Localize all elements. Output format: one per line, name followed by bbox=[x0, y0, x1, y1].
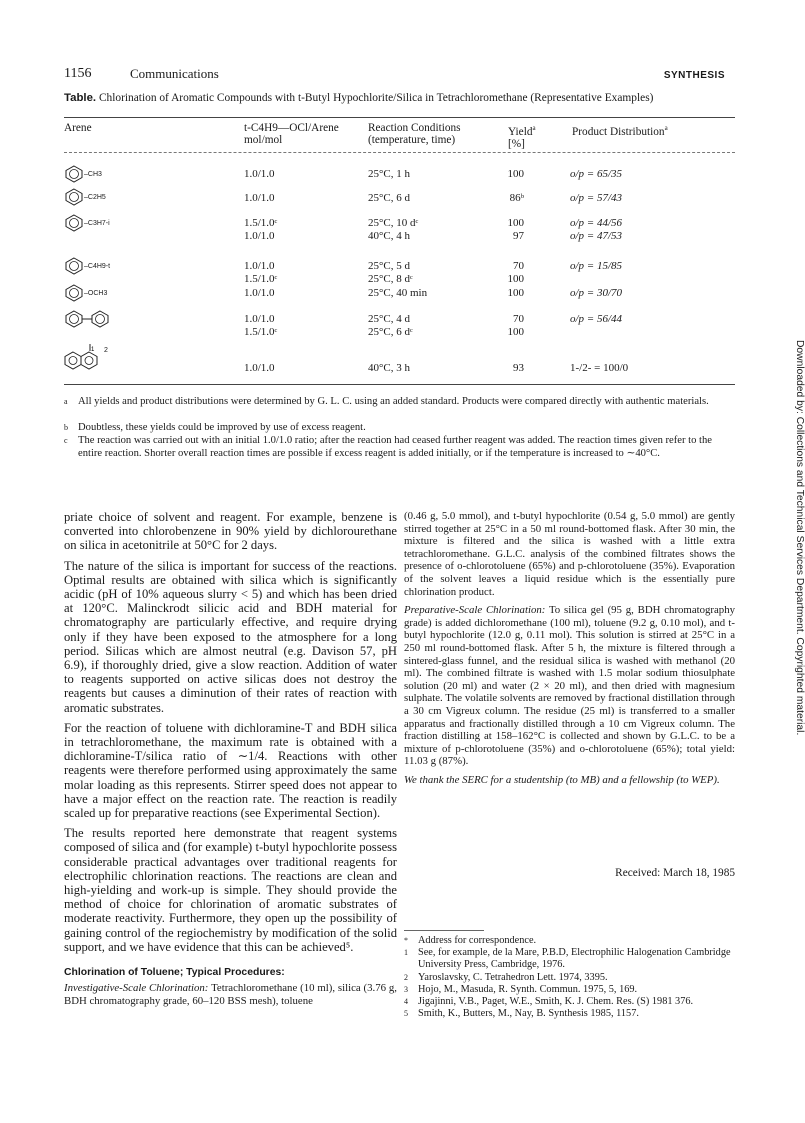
page-number: 1156 bbox=[64, 66, 92, 81]
preparative-text: To silica gel (95 g, BDH chromatography grade) is added dichloromethane (100 ml), toluene (9.2 g, 0.10 mol), and t-butyl hypochlorite (12.0 g, 0.11 mol). This solution is stirred at 25°C in a 250 ml round-bottomed flask. After 5 h, the mixture is filtered through a sintered-glass funnel, and the residual silica is washed with methanol (20 ml). The combined filtrate is washed with 1.5 molar sodium thiosulphate solution (20 ml) and water (2 × 20 ml), and then dried with magnesium sulphate. The volatile solvents are removed by fractional distillation through a 30 cm Vigreux column. The residue (25 ml) is transferred to a smaller apparatus and fractionally distilled through a 10 cm Vigreux column. The fraction distilling at 158–162°C is collected and shown by G.L.C. to be a mixture of p-chlorotoluene (35%) and o-chlorotoluene (65%); total yield: 11.03 g (87%). bbox=[404, 604, 736, 768]
arene-toluene bbox=[64, 165, 102, 183]
right-column bbox=[404, 510, 735, 792]
header-yield-l1: Yield bbox=[508, 125, 533, 138]
row1-dist: o/p = 65/35 bbox=[570, 168, 623, 180]
row3-dist: o/p = 44/56 bbox=[570, 217, 623, 229]
row7-cond: 25°C, 40 min bbox=[368, 287, 428, 299]
footnote-c-text: The reaction was carried out with an initial 1.0/1.0 ratio; after the reaction had ceased further reagent was added. The reaction times given refer to the entire reaction. Shorter overall reaction times are possible if excess reagent is added initially, or if the temperature is increased to ∼40°C. bbox=[78, 435, 712, 459]
header-ratio bbox=[244, 122, 339, 146]
row2-ratio: 1.0/1.0 bbox=[244, 192, 275, 204]
footnote-a-mark: a bbox=[64, 397, 68, 406]
arene-label-4: –C4H9-t bbox=[84, 262, 111, 270]
left-paragraph-2: The nature of the silica is important for success of the reactions. Optimal results are obtained with silica which is significantly acidic (pH of 10% aqueous slurry < 5) and which has been dried at 120°C. Malinckrodt silicic acid and BDH material for chromatography are particularly effective, and require drying only if they have been exposed to the atmosphere for a long period. Silicas which are almost neutral (e.g. Davison 57, pH 6.9), if thoroughly dried, give a slow reaction. Addition of water to reagents supported on active silicas does not destroy the reagents but causes a diminution of their rates of reaction with aromatic substrates. bbox=[64, 558, 397, 715]
arene-anisole bbox=[64, 284, 107, 302]
references-rule bbox=[404, 930, 484, 931]
table-caption bbox=[64, 92, 744, 104]
row1-cond: 25°C, 1 h bbox=[368, 168, 410, 180]
references bbox=[404, 935, 736, 1020]
investigative-label: Investigative-Scale Chlorination: bbox=[64, 982, 209, 995]
left-paragraph-4: The results reported here demonstrate that reagent systems composed of silica and (for example) t-butyl hypochlorite possess considerable practical advantages over traditional reagents for electrophilic chlorination reactions. The reactions are clean and high-yielding and work-up is simple. They should provide the method of choice for chlorination of aromatic substrates of moderate reactivity. Furthermore, they open up the possibility of gaining control of the regiochemistry by modification of the solid support, and we have evidence that this can be achieved⁵. bbox=[64, 826, 397, 954]
arene-label-2: –C2H5 bbox=[84, 193, 106, 201]
reference-item: 5 Smith, K., Butters, M., Nay, B. Synthesis 1985, 1157. bbox=[404, 1008, 639, 1020]
header-dist-mark: a bbox=[664, 124, 668, 132]
reference-item: 3 Hojo, M., Masuda, R. Synth. Commun. 1975, 5, 169. bbox=[404, 983, 638, 995]
row3-yield: 100 bbox=[507, 217, 524, 229]
row3-ratio: 1.5/1.0ᶜ bbox=[244, 217, 278, 229]
header-cond-l1: Reaction Conditions bbox=[368, 122, 461, 134]
row1-ratio: 1.0/1.0 bbox=[244, 168, 275, 180]
table-header-rule bbox=[64, 152, 735, 153]
row3-cond: 25°C, 10 dᶜ bbox=[368, 217, 419, 229]
row5-cond: 25°C, 5 d bbox=[368, 260, 410, 272]
row6-ratio: 1.5/1.0ᶜ bbox=[244, 273, 278, 285]
table-caption-label: Table. bbox=[64, 92, 97, 104]
benzene-ring-icon bbox=[64, 188, 84, 206]
footnote-b-text: Doubtless, these yields could be improved by use of excess reagent. bbox=[78, 422, 366, 433]
footnote-a-text: All yields and product distributions were determined by G. L. C. using an added standard. Products were compared directly with authentic materials. bbox=[78, 396, 709, 407]
row4-cond: 40°C, 4 h bbox=[368, 230, 410, 242]
arene-ethylbenzene bbox=[64, 188, 106, 206]
arene-label-naphthalene-pos: 2 bbox=[104, 346, 108, 354]
row6-yield: 100 bbox=[507, 273, 524, 285]
row2-yield: 86ᵇ bbox=[509, 192, 524, 204]
row10-yield: 93 bbox=[513, 362, 524, 374]
row4-dist: o/p = 47/53 bbox=[570, 230, 623, 242]
row8-yield: 70 bbox=[513, 313, 524, 325]
arene-cumene bbox=[64, 214, 110, 232]
reference-item: 2 Yaroslavsky, C. Tetrahedron Lett. 1974, 3395. bbox=[404, 971, 608, 983]
header-yield-l2: [%] bbox=[508, 137, 525, 150]
row9-yield: 100 bbox=[507, 326, 524, 338]
download-watermark bbox=[777, 340, 805, 736]
naphthalene-icon bbox=[64, 343, 104, 373]
left-paragraph-3: For the reaction of toluene with dichloramine-T and BDH silica in tetrachloromethane, the maximum rate is obtained with a dichloramine-T/silica ratio of ∼1/4. Reactions with other reagents were therefore performed using approximately the same molar loading as this represents. Stirrer speed does not appear to have a major effect on the reaction rate. The reaction is readily scaled up for preparative reactions (see Experimental Section). bbox=[64, 720, 397, 821]
benzene-ring-icon bbox=[64, 165, 84, 183]
preparative-label: Preparative-Scale Chlorination: bbox=[404, 604, 546, 617]
arene-label-3: –C3H7-i bbox=[84, 219, 110, 227]
left-column bbox=[64, 510, 397, 1013]
procedure-heading: Chlorination of Toluene; Typical Procedures: bbox=[64, 967, 285, 979]
arene-label-1: –CH3 bbox=[84, 170, 102, 178]
arene-tert-butylbenzene bbox=[64, 257, 110, 275]
received-date: Received: March 18, 1985 bbox=[615, 867, 735, 879]
row7-yield: 100 bbox=[507, 287, 524, 299]
row8-ratio: 1.0/1.0 bbox=[244, 313, 275, 325]
row8-cond: 25°C, 4 d bbox=[368, 313, 410, 325]
reference-item: 1 See, for example, de la Mare, P.B.D, Electrophilic Halogenation Cambridge University Press, Cambridge, 1976. bbox=[404, 947, 731, 971]
biphenyl-icon bbox=[64, 310, 110, 328]
watermark-text: Downloaded by: Collections and Technical Services Department. Copyrighted material. bbox=[794, 340, 805, 736]
row10-cond: 40°C, 3 h bbox=[368, 362, 410, 374]
benzene-ring-icon bbox=[64, 214, 84, 232]
benzene-ring-icon bbox=[64, 257, 84, 275]
acknowledgement: We thank the SERC for a studentship (to MB) and a fellowship (to WEP). bbox=[404, 773, 720, 786]
row7-dist: o/p = 30/70 bbox=[570, 287, 623, 299]
right-paragraph-2 bbox=[404, 604, 735, 768]
row5-yield: 70 bbox=[513, 260, 524, 272]
reference-item: 4 Jigajinni, V.B., Paget, W.E., Smith, K. J. Chem. Res. (S) 1981 376. bbox=[404, 996, 694, 1008]
row2-cond: 25°C, 6 d bbox=[368, 192, 410, 204]
row4-ratio: 1.0/1.0 bbox=[244, 230, 275, 242]
row7-ratio: 1.0/1.0 bbox=[244, 287, 275, 299]
header-ratio-l1: t-C4H9—OCl/Arene bbox=[244, 122, 339, 134]
benzene-ring-icon bbox=[64, 284, 84, 302]
row5-ratio: 1.0/1.0 bbox=[244, 260, 275, 272]
row9-ratio: 1.5/1.0ᶜ bbox=[244, 326, 278, 338]
row6-cond: 25°C, 8 dᶜ bbox=[368, 273, 413, 285]
table-caption-text: Chlorination of Aromatic Compounds with t-Butyl Hypochlorite/Silica in Tetrachloromethane (Representative Examples) bbox=[98, 92, 654, 104]
left-paragraph-1: priate choice of solvent and reagent. For example, benzene is converted into chlorobenzene in 90% yield by dichlorourethane on silica in acetonitrile at 50°C for 2 days. bbox=[64, 510, 397, 553]
row4-yield: 97 bbox=[513, 230, 524, 242]
footnote-b-mark: b bbox=[64, 423, 68, 432]
row10-ratio: 1.0/1.0 bbox=[244, 362, 275, 374]
row8-dist: o/p = 56/44 bbox=[570, 313, 623, 325]
header-ratio-l2: mol/mol bbox=[244, 134, 283, 146]
reference-item: * Address for correspondence. bbox=[404, 935, 537, 946]
table-footnote-c bbox=[64, 435, 736, 460]
header-yield bbox=[508, 122, 536, 150]
row5-dist: o/p = 15/85 bbox=[570, 260, 623, 272]
table-footnote-a bbox=[64, 396, 736, 409]
investigative-text: Tetrachloromethane (10 ml), silica (3.76 g, BDH chromatography grade, 60–120 BSS mesh), toluene bbox=[64, 982, 397, 1007]
arene-biphenyl bbox=[64, 310, 110, 328]
row2-dist: o/p = 57/43 bbox=[570, 192, 623, 204]
section-title: Communications bbox=[130, 66, 219, 81]
table-footnote-b bbox=[64, 422, 736, 435]
table-bottom-rule bbox=[64, 384, 735, 385]
header-yield-mark: a bbox=[532, 124, 536, 132]
row1-yield: 100 bbox=[507, 168, 524, 180]
row9-cond: 25°C, 6 dᶜ bbox=[368, 326, 413, 338]
header-dist-text: Product Distribution bbox=[572, 125, 665, 138]
header-conditions bbox=[368, 122, 461, 146]
left-paragraph-5 bbox=[64, 982, 397, 1007]
table-top-rule bbox=[64, 117, 735, 118]
header-arene: Arene bbox=[64, 122, 92, 134]
arene-label-5: –OCH3 bbox=[84, 289, 108, 297]
right-paragraph-1: (0.46 g, 5.0 mmol), and t-butyl hypochlorite (0.54 g, 5.0 mmol) are gently stirred together at 25°C in a 50 ml round-bottomed flask. After 30 min, the mixture is filtered and the silica is washed with a little extra tetrachloromethane. G.L.C. analysis of the combined filtrates shows the presence of o-chlorotoluene (65%) and p-chlorotoluene (35%). Evaporation of the solvent leaves a liquid residue which is the essentially pure chlorination product. bbox=[404, 510, 735, 598]
header-cond-l2: (temperature, time) bbox=[368, 134, 456, 146]
svg-text:1: 1 bbox=[91, 347, 95, 353]
journal-name: SYNTHESIS bbox=[663, 70, 725, 81]
footnote-c-mark: c bbox=[64, 436, 68, 445]
header-distribution bbox=[572, 122, 668, 138]
arene-naphthalene bbox=[64, 343, 108, 373]
row10-dist: 1-/2- = 100/0 bbox=[570, 362, 629, 374]
